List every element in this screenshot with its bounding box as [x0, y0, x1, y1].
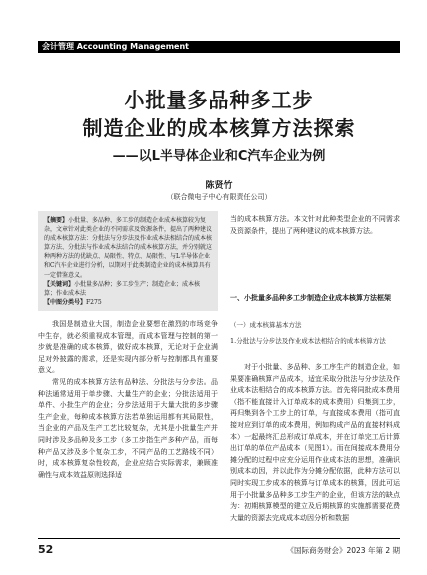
section-header-bar [38, 41, 400, 53]
clc-code: F275 [86, 298, 102, 306]
abstract-box [38, 211, 218, 311]
abstract-paragraph [44, 216, 212, 280]
intro-paragraph-2: 常见的成本核算方法有品种法、分批法与分步法。品种法通常适用于单步骤、大量生产的企业；分批法适用于单件、小批生产的企业；分步法适用于大量大批的多步骤生产企业，每种成本核算方法若单独运用都有其局限性，当企业的产品及生产工艺比较复杂，尤其是小批量生产并同时涉及多品种及多工步（多工步指生产多种产品，而每种产品又涉及多个复杂工步，不同产品的工艺路线不同）时，成本核算复杂性较高，企业应结合实际需求，兼顾准确性与成本效益原则选择适 [38, 377, 218, 479]
section-label: 会计管理 Accounting Management [42, 42, 190, 51]
keywords-line [44, 280, 212, 298]
keywords-label: 【关键词】 [44, 280, 75, 288]
keywords-text: 小批量多品种；多工步生产；制造企业；成本核算；作业成本法 [44, 280, 201, 297]
page-number: 52 [38, 543, 54, 556]
left-column-body [38, 319, 218, 532]
intro-paragraph-1: 我国是制造业大国，制造企业要想在激烈的市场竞争中生存，就必须重视成本管理，而成本管理与控制的第一步就是准确的成本核算，做好成本核算，无论对于企业满足对外披露的需求，还是实现内部分析与控制都具有重要意义。 [38, 320, 218, 375]
article-subtitle: ——以L半导体企业和C汽车企业为例 [112, 149, 326, 164]
right-column-intro [230, 214, 400, 264]
section-heading: 一、小批量多品种多工步制造企业成本核算方法框架 [230, 294, 391, 302]
clc-line [44, 298, 212, 307]
subsubsection-heading: 1.分批法与分步法及作业成本法相结合的成本核算方法 [230, 337, 386, 345]
journal-citation: 《国际商务财会》2023 年第 2 期 [286, 546, 400, 555]
author-name: 陈贤竹 [205, 181, 233, 191]
right-column-body [230, 362, 400, 537]
footer-divider [38, 538, 400, 539]
article-title-line1: 小批量多品种多工步 [124, 88, 314, 112]
abstract-text: 小批量、多品种、多工步的制造企业成本核算较为复杂，文章针对此类企业的不同需求及资源条件，提出了两种建议的成本核算方法：分批法与分步法及作业成本法相结合的成本核算方法、分批法与作业成本法结合的成本核算方法，并分别就这种两种方法的优缺点、局限性、特点、局限性、与L半导体企业和C汽车企业进行分析，以期对于此类制造企业的成本核算具有一定借鉴意义。 [44, 217, 213, 279]
article-title-line2: 制造企业的成本核算方法探索 [82, 116, 356, 140]
right-intro-paragraph: 当的成本核算方法。本文针对此种类型企业的不同需求及资源条件，提出了两种建议的成本核算方法。 [230, 215, 400, 235]
clc-label: 【中图分类号】 [44, 298, 87, 306]
subsection-heading: （一）成本核算基本方法 [230, 321, 302, 329]
author-affiliation: （联合微电子中心有限责任公司） [166, 193, 272, 201]
abstract-label: 【摘要】 [44, 217, 69, 224]
section-paragraph-1: 对于小批量、多品种、多工序生产的制造企业，如果要准确核算产品成本，适宜采取分批法与分步法及作业成本法相结合的成本核算方法。首先将同批成本费用（指不能直接计入订单成本的成本费用）归集到工步，再归集到各个工步上的订单，与直接成本费用（指可直接对应到订单的成本费用，例如构成产品的直接材料成本）一起最终汇总形成订单成本，并在订单完工后计算出订单的单位产品成本（见图1）。而在间接成本费用分摊分配的过程中应充分运用作业成本法的思想，准确识别成本动因，并以此作为分摊分配依据，此种方法可以同时实现工步成本的核算与订单成本的核算，因此可运用于小批量多品种多工步生产的企业，但该方法的缺点为：初期核算模型的建立及后期核算的实施都需要花费大量的资源去完成成本动因分析和数据 [230, 363, 400, 522]
